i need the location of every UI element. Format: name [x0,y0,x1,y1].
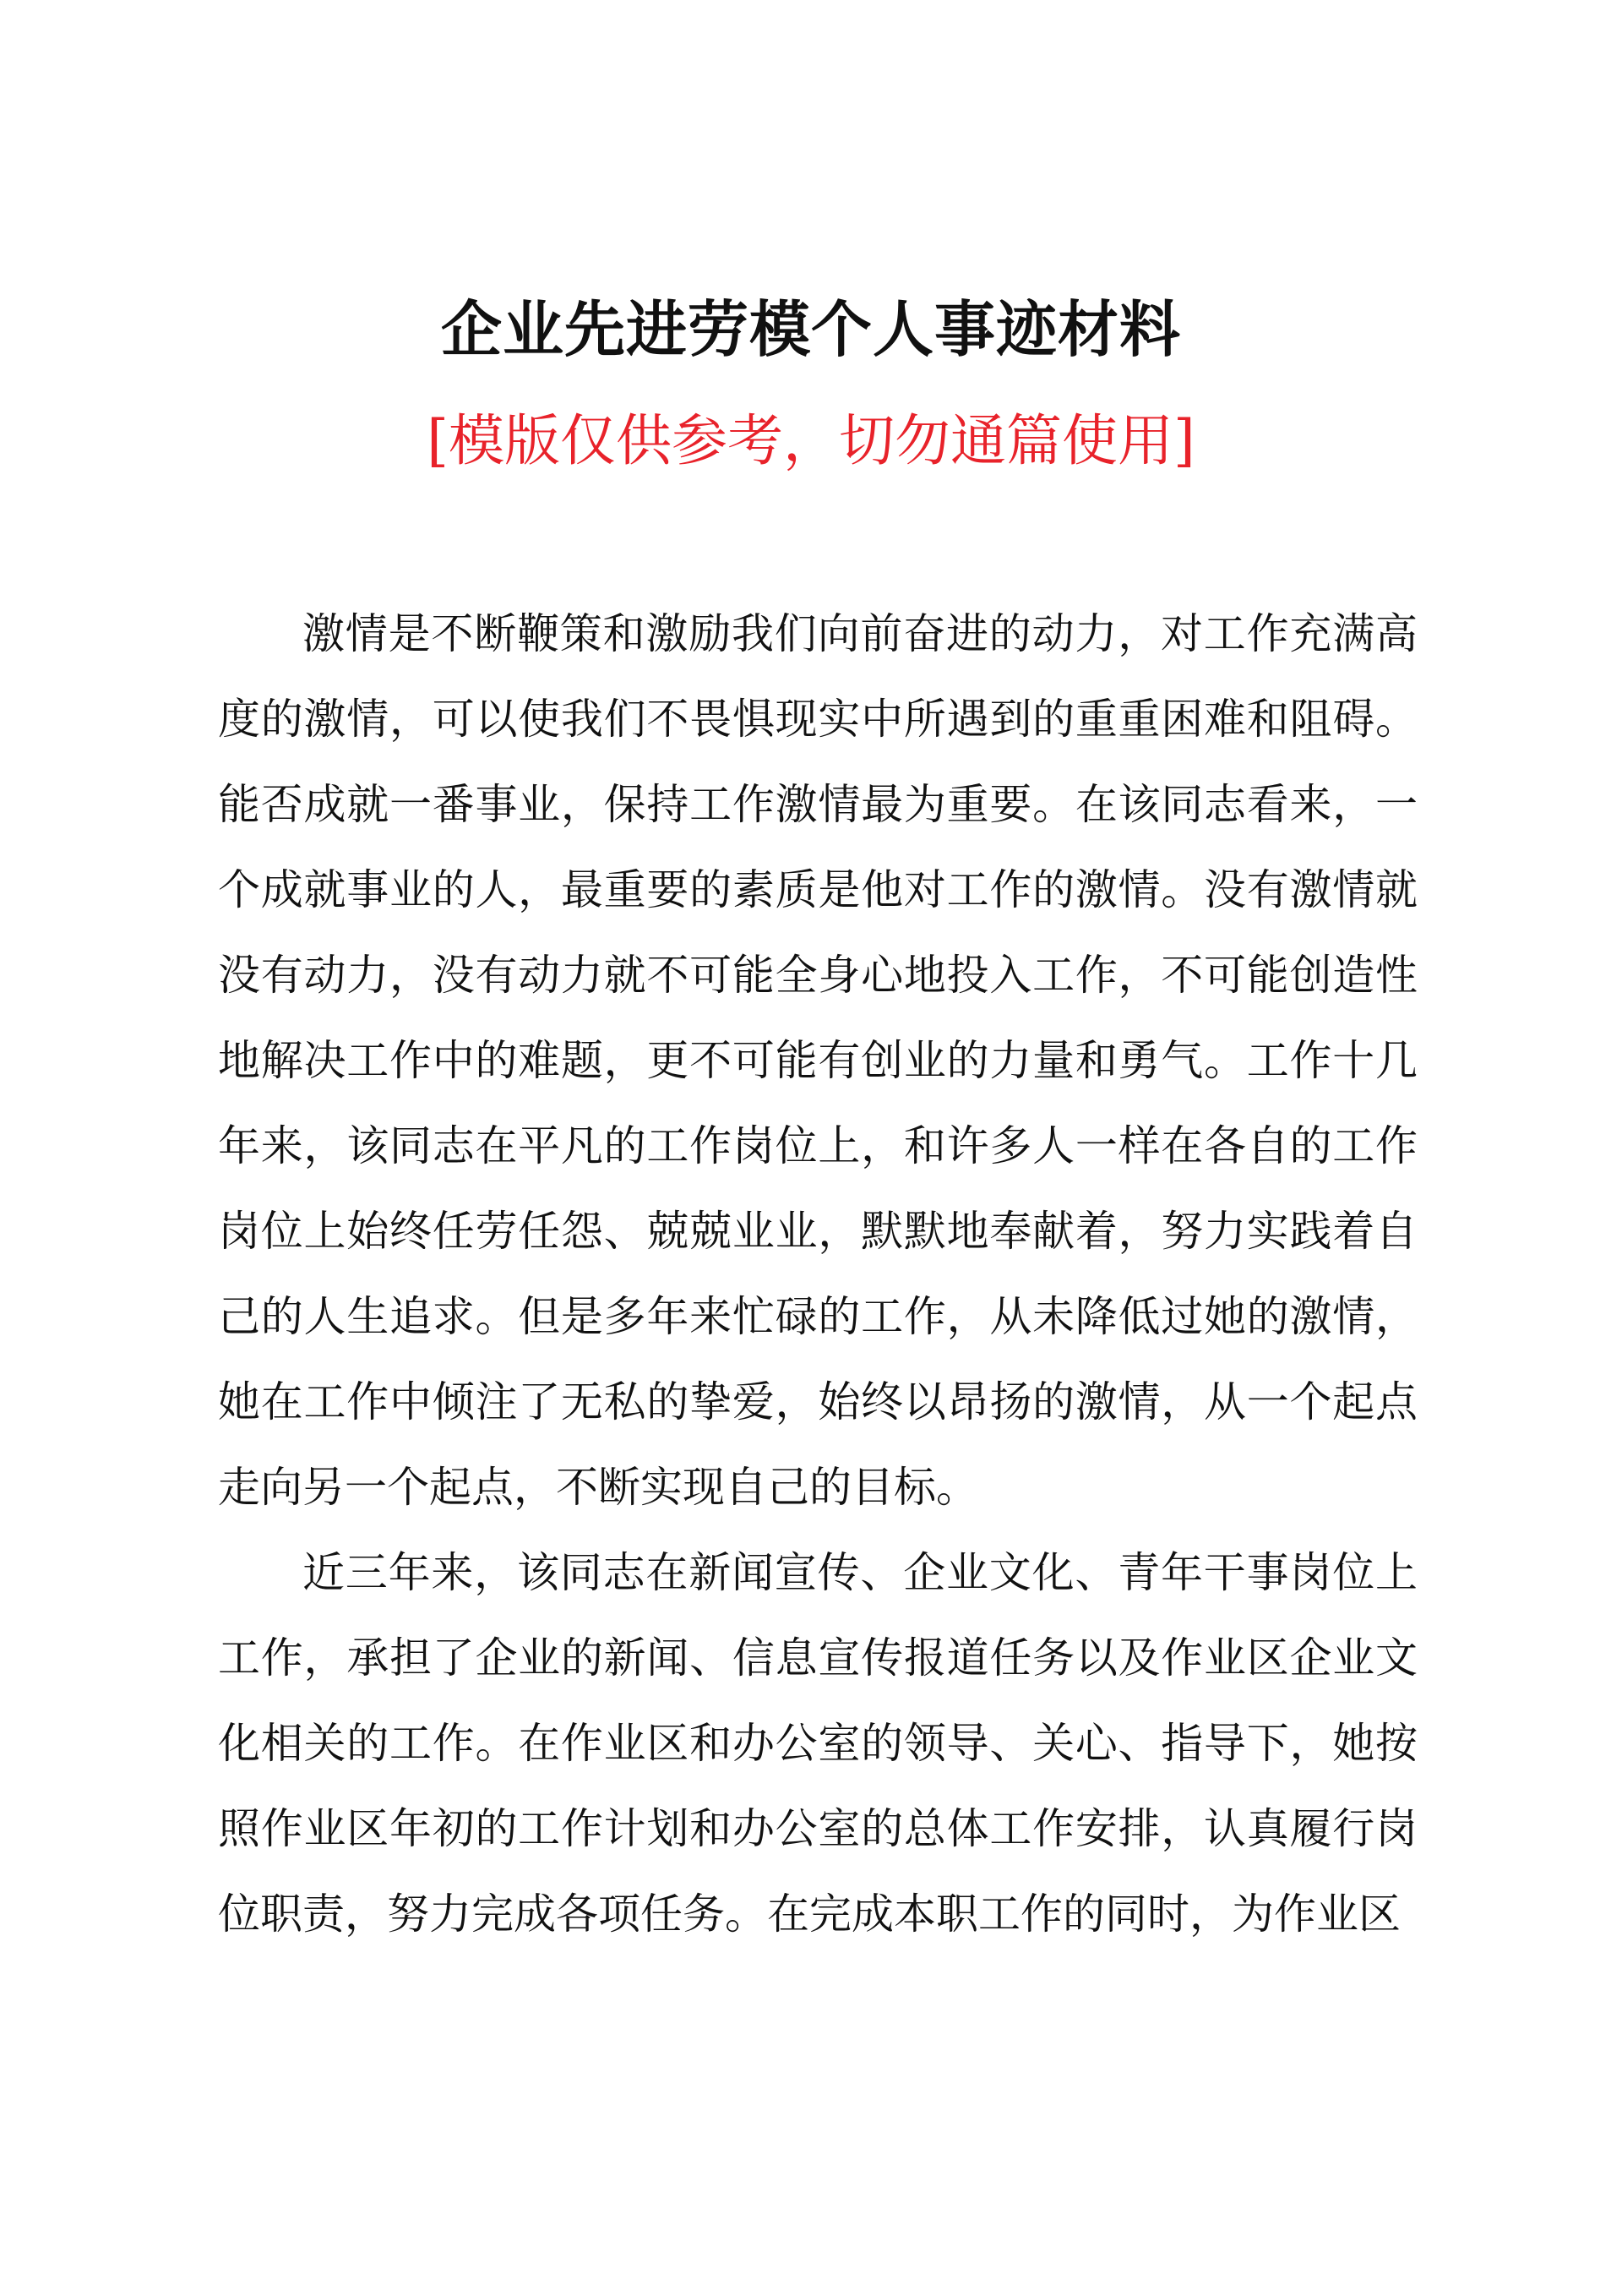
document-body [218,592,1418,1957]
document-title: 企业先进劳模个人事迹材料 [440,293,1181,365]
template-notice: [模版仅供参考，切勿通篇使用] [427,408,1195,473]
paragraph: 近三年来，该同志在新闻宣传、企业文化、青年干事岗位上工作，承担了企业的新闻、信息宣传报道任务以及作业区企业文化相关的工作。在作业区和办公室的领导、关心、指导下，她按照作业区年初的工作计划和办公室的总体工作安排，认真履行岗位职责，努力完成各项任务。在完成本职工作的同时，为作业区 [218,1548,1418,1939]
paragraph: 激情是不断鞭策和激励我们向前奋进的动力，对工作充满高度的激情，可以使我们不畏惧现实中所遇到的重重困难和阻碍。能否成就一番事业，保持工作激情最为重要。在该同志看来，一个成就事业的人，最重要的素质是他对工作的激情。没有激情就没有动力，没有动力就不可能全身心地投入工作，不可能创造性地解决工作中的难题，更不可能有创业的力量和勇气。工作十几年来，该同志在平凡的工作岗位上，和许多人一样在各自的工作岗位上始终任劳任怨、兢兢业业，默默地奉献着，努力实践着自己的人生追求。但是多年来忙碌的工作，从未降低过她的激情，她在工作中倾注了无私的挚爱，始终以昂扬的激情，从一个起点走向另一个起点，不断实现自己的目标。 [218,609,1418,1512]
